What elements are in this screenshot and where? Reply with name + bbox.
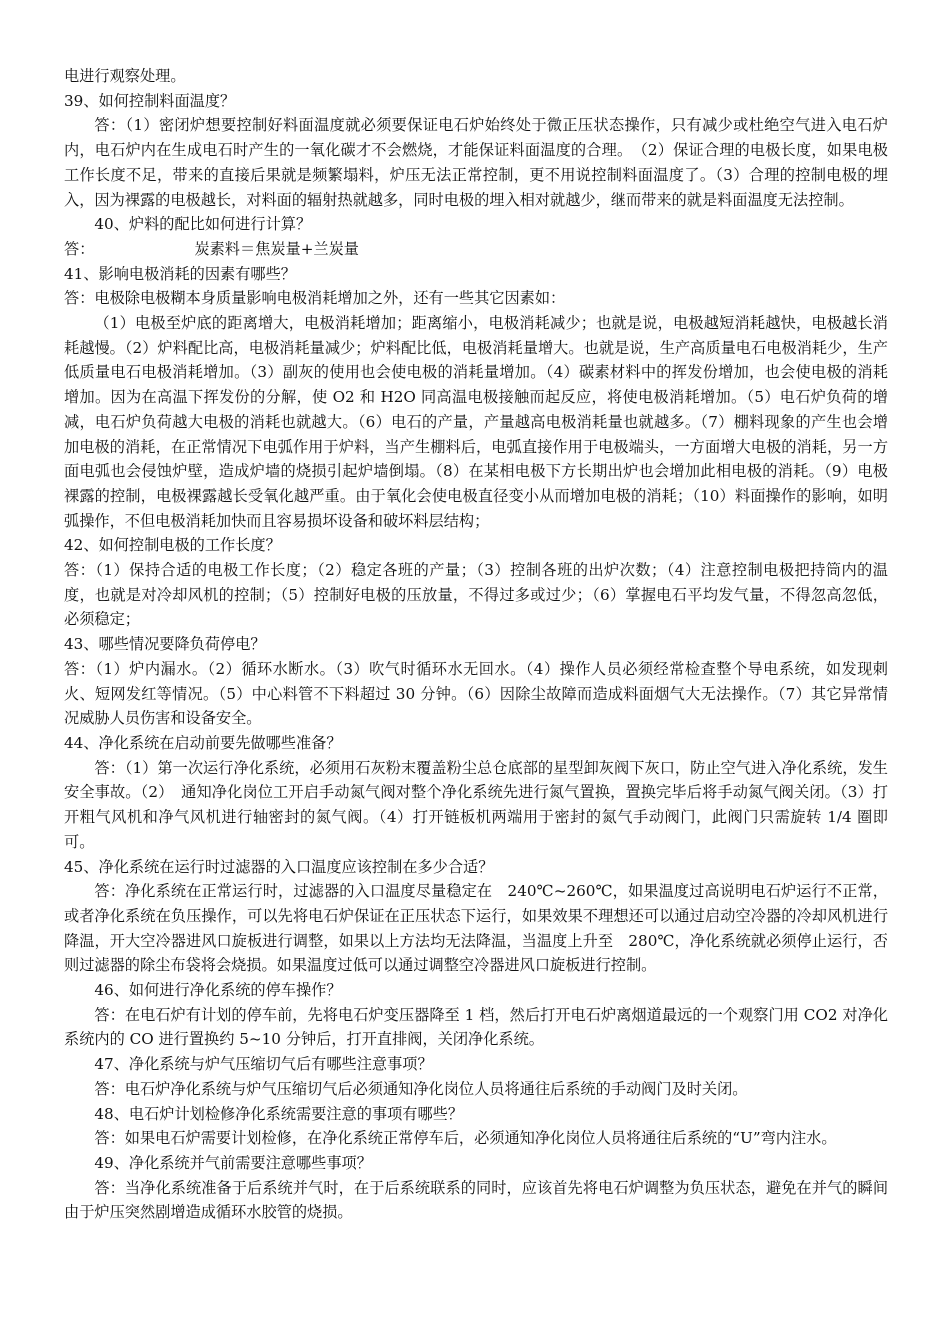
answer-paragraph: 答：（1）密闭炉想要控制好料面温度就必须要保证电石炉始终处于微正压状态操作，只有减少或杜绝空气进入电石炉内，电石炉内在生成电石时产生的一氧化碳才不会燃烧，才能保证料面温度的合理。 （2）保证合理的电极长度，如果电极工作长度不足，带来的直接后果就是频繁塌料，炉压无法正常控制，更不用说控制料面温度了。（3）合理的控制电极的埋入，因为裸露的电极越长，对料面的辐射热就越多，同时电极的埋入相对就越少，继而带来的就是料面温度无法控制。 [64,116,888,209]
question-heading: 43、哪些情况要降负荷停电？ [64,635,266,654]
question-heading: 40、炉料的配比如何进行计算？ [94,215,312,234]
answer-formula [64,237,888,262]
answer-paragraph: （1）电极至炉底的距离增大，电极消耗增加；距离缩小，电极消耗减少；也就是说，电极越短消耗越快，电极越长消耗越慢。（2）炉料配比高，电极消耗量减少；炉料配比低，电极消耗量增大。也就是说，生产高质量电石电极消耗少，生产低质量电石电极消耗增加。（3）副灰的使用也会使电极的消耗量增加。（4）碳素材料中的挥发份增加，也会使电极的消耗增加。因为在高温下挥发份的分解，使 O2 和 H2O 同高温电极接触而起反应，将使电极消耗增加。（5）电石炉负荷的增减，电石炉负荷越大电极的消耗也就越大。（6）电石的产量，产量越高电极消耗量也就越多。（7）棚料现象的产生也会增加电极的消耗，在正常情况下电弧作用于炉料，当产生棚料后，电弧直接作用于电极端头，一方面增大电极的消耗，另一方面电弧也会侵蚀炉壁，造成炉墙的烧损引起炉墙倒塌。（8）在某相电极下方长期出炉也会增加此相电极的消耗。（9）电极裸露的控制，电极裸露越长受氧化越严重。由于氧化会使电极直径变小从而增加电极的消耗；（10）料面操作的影响，如明弧操作，不但电极消耗加快而且容易损坏设备和破坏料层结构； [64,314,888,530]
question-heading: 41、影响电极消耗的因素有哪些？ [64,264,296,283]
answer-paragraph: 答：在电石炉有计划的停车前，先将电石炉变压器降至 1 档，然后打开电石炉离烟道最远的一个观察门用 CO2 对净化系统内的 CO 进行置换约 5~10 分钟后，打开直排阀，关闭净化系统。 [64,1005,888,1049]
answer-paragraph: 答：电极除电极糊本身质量影响电极消耗增加之外，还有一些其它因素如： [64,289,566,308]
question-heading: 39、如何控制料面温度？ [64,91,236,110]
answer-paragraph: 答：（1）炉内漏水。（2）循环水断水。（3）吹气时循环水无回水。（4）操作人员必须经常检查整个导电系统，如发现刺火、短网发红等情况。（5）中心料管不下料超过 30 分钟。（6）因除尘故障而造成料面烟气大无法操作。（7）其它异常情况威胁人员伤害和设备安全。 [64,659,888,728]
question-heading: 45、净化系统在运行时过滤器的入口温度应该控制在多少合适？ [64,857,494,876]
answer-paragraph: 答：（1）第一次运行净化系统，必须用石灰粉末覆盖粉尘总仓底部的星型卸灰阀下灰口，防止空气进入净化系统，发生安全事故。（2） 通知净化岗位工开启手动氮气阀对整个净化系统先进行氮气置换，置换完毕后将手动氮气阀关闭。（3）打开粗气风机和净气风机进行轴密封的氮气阀。（4）打开链板机两端用于密封的氮气手动阀门，此阀门只需旋转 1/4 圈即可。 [64,758,888,851]
answer-paragraph: 答：净化系统在正常运行时，过滤器的入口温度尽量稳定在 240℃~260℃，如果温度过高说明电石炉运行不正常，或者净化系统在负压操作，可以先将电石炉保证在正压状态下运行，如果效果不理想还可以通过启动空冷器的冷却风机进行降温，开大空冷器进风口旋板进行调整，如果以上方法均无法降温，当温度上升至 280℃，净化系统就必须停止运行，否则过滤器的除尘布袋将会烧损。如果温度过低可以通过调整空冷器进风口旋板进行控制。 [64,882,888,975]
question-heading: 47、净化系统与炉气压缩切气后有哪些注意事项？ [94,1055,433,1074]
answer-paragraph: 答：当净化系统准备于后系统并气时，在于后系统联系的同时，应该首先将电石炉调整为负压状态，避免在并气的瞬间由于炉压突然剧增造成循环水胶管的烧损。 [64,1178,888,1222]
question-heading: 49、净化系统并气前需要注意哪些事项？ [94,1153,372,1172]
text-line: 电进行观察处理。 [64,67,186,85]
answer-label: 答： [64,239,95,258]
question-heading: 46、如何进行净化系统的停车操作？ [94,981,342,1000]
answer-paragraph: 答：（1）保持合适的电极工作长度；（2）稳定各班的产量；（3）控制各班的出炉次数；（4）注意控制电极把持筒内的温度，也就是对冷却风机的控制；（5）控制好电极的压放量，不得过多或过少；（6）掌握电石平均发气量，不得忽高忽低，必须稳定； [64,561,888,629]
question-heading: 44、净化系统在启动前要先做哪些准备？ [64,733,342,752]
question-heading: 42、如何控制电极的工作长度？ [64,536,281,555]
answer-paragraph: 答：电石炉净化系统与炉气压缩切气后必须通知净化岗位人员将通往后系统的手动阀门及时关闭。 [94,1079,748,1098]
question-heading: 48、电石炉计划检修净化系统需要注意的事项有哪些？ [94,1104,464,1123]
formula-text: 炭素料＝焦炭量+兰炭量 [194,239,359,258]
answer-paragraph: 答：如果电石炉需要计划检修，在净化系统正常停车后，必须通知净化岗位人员将通往后系统的“U”弯内注水。 [94,1129,837,1148]
